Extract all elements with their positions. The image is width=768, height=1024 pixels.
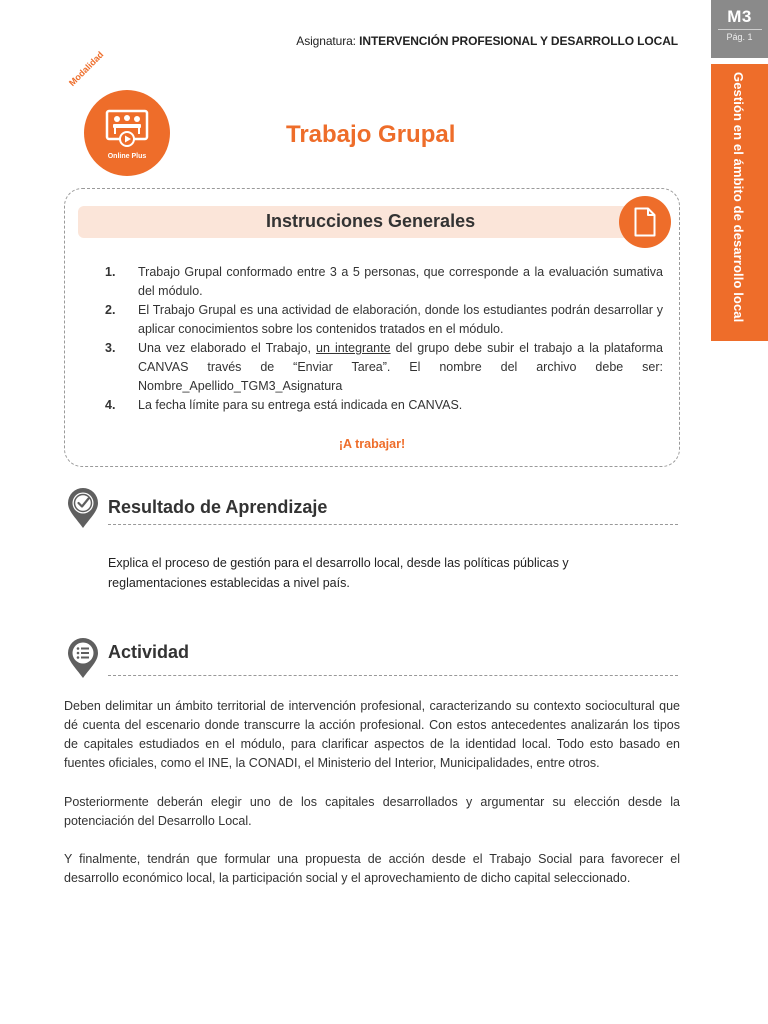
item-text-underlined: un integrante [316,341,391,355]
call-to-action: ¡A trabajar! [338,437,406,451]
document-icon [634,207,656,237]
list-item [98,339,663,396]
list-item [98,396,663,415]
instructions-header [78,206,668,238]
activity-paragraph: Y finalmente, tendrán que formular una propuesta de acción desde el Trabajo Social para favorecer el desarrollo económico local, la participación social y el aprovechamiento de dicho capital seleccionado. [64,852,680,885]
list-item [98,263,663,301]
item-text: Trabajo Grupal conformado entre 3 a 5 personas, que corresponde a la evaluación sumativa del módulo. [138,265,663,298]
subject-line [296,34,678,48]
item-text-end: del grupo debe subir el trabajo a la plataforma CANVAS través de “Enviar Tarea”. El nombre del archivo debe ser: Nombre_Apellido_TGM3_Asignatura [138,341,664,393]
checkmark-pin-icon [66,487,100,529]
activity-heading: Actividad [108,642,190,662]
learning-outcome-heading: Resultado de Aprendizaje [108,497,328,517]
activity-paragraph: Deben delimitar un ámbito territorial de intervención profesional, caracterizando su contexto sociocultural que dé cuenta del escenario donde transcurre la acción profesional. Con estos antecedentes analizarán los tipos de capitales estudiados en el módulo, para clarificar aspectos de la identidad local. Todo esto basado en fuentes oficiales, como el INE, la CONADI, el Ministerio del Interior, Municipalidades, entre otros. [64,699,680,770]
item-text-start: Una vez elaborado el Trabajo, [138,341,317,355]
side-tab [711,64,768,341]
item-number: 2. [105,303,116,317]
subject-name: INTERVENCIÓN PROFESIONAL Y DESARROLLO LOCAL [359,34,678,48]
instructions-heading: Instrucciones Generales [266,211,476,231]
section-divider [108,524,678,525]
module-code: M3 [727,7,752,26]
section-divider [108,675,678,676]
online-plus-logo [84,90,170,176]
item-text: El Trabajo Grupal es una actividad de elaboración, donde los estudiantes podrán desarrollar y aplicar conocimientos sobre los contenidos tratados en el módulo. [138,303,663,336]
item-number: 1. [105,265,116,279]
list-item [98,301,663,339]
subject-label: Asignatura: [296,34,356,48]
learning-outcome-text: Explica el proceso de gestión para el desarrollo local, desde las políticas públicas y reglamentaciones establecidas a nivel país. [108,556,569,590]
side-tab-title: Gestión en el ámbito de desarrollo local [731,72,746,323]
item-text: La fecha límite para su entrega está indicada en CANVAS. [138,398,463,412]
item-number: 4. [105,398,116,412]
instructions-list [98,263,663,415]
badge-divider [718,29,762,30]
modalidad-label: Modalidad [66,49,106,88]
document-badge [619,196,671,248]
module-badge [711,0,768,58]
logo-caption: Online Plus [107,153,147,160]
page-number: Pág. 1 [726,32,753,42]
page-title: Trabajo Grupal [286,121,456,148]
item-number: 3. [105,341,116,355]
list-pin-icon [66,637,100,679]
activity-paragraph: Posteriormente deberán elegir uno de los capitales desarrollados y argumentar su elección desde la potenciación del Desarrollo Local. [64,795,680,828]
meeting-icon [104,106,150,152]
